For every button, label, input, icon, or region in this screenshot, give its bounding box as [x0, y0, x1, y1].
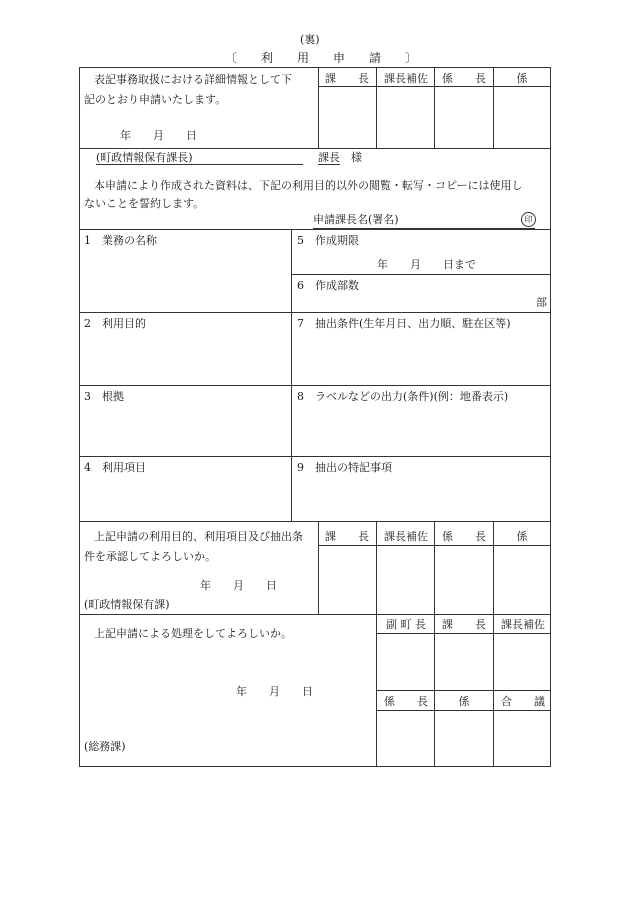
bottom-consultation: 合 議	[501, 695, 545, 708]
copies-unit: 部	[536, 296, 547, 309]
approval-text-line2: 件を承認してよろしいか。	[84, 550, 216, 563]
request-text-line2: 記のとおり申請いたします。	[84, 93, 227, 106]
form-title: 〔 利 用 申 請 〕	[225, 51, 418, 65]
item-basis: 3 根拠	[84, 390, 124, 403]
processing-text: 上記申請による処理をしてよろしいか。	[94, 627, 292, 640]
mid-approver-staff: 係	[516, 530, 528, 543]
approval-dept: (町政情報保有課)	[84, 598, 170, 611]
bottom-vice-mayor: 副 町 長	[386, 618, 426, 631]
request-text-line1: 表記事務取扱における詳細情報として下	[94, 73, 292, 86]
bottom-subchief: 係 長	[384, 695, 428, 708]
approval-date: 年 月 日	[200, 579, 277, 592]
top-approver-subchief: 係 長	[442, 72, 486, 85]
seal-mark: 印	[521, 212, 536, 227]
top-approver-chief: 課 長	[325, 72, 369, 85]
request-date: 年 月 日	[120, 129, 197, 142]
reverse-side-label: (裏)	[300, 33, 320, 46]
bottom-staff: 係	[458, 695, 470, 708]
chief-label: 課長	[318, 151, 340, 164]
item-fields: 4 利用項目	[84, 461, 146, 474]
bottom-deputy: 課長補佐	[501, 618, 545, 631]
item-purpose: 2 利用目的	[84, 317, 146, 330]
item-business-name: 1 業務の名称	[84, 234, 157, 247]
processing-date: 年 月 日	[236, 685, 313, 698]
item-copies: 6 作成部数	[297, 279, 359, 292]
top-approver-deputy: 課長補佐	[384, 72, 428, 85]
mid-approver-chief: 課 長	[325, 530, 369, 543]
oath-line2: ないことを誓約します。	[84, 197, 205, 210]
top-approver-staff: 係	[516, 72, 528, 85]
applicant-signature-label: 申請課長名(署名)	[313, 213, 399, 226]
approval-text-line1: 上記申請の利用目的、利用項目及び抽出条	[94, 530, 303, 543]
mid-approver-deputy: 課長補佐	[384, 530, 428, 543]
general-affairs-dept: (総務課)	[84, 740, 126, 753]
item-special-notes: 9 抽出の特記事項	[297, 461, 392, 474]
deadline-date: 年 月 日まで	[377, 258, 476, 271]
item-label-output: 8 ラベルなどの出力(条件)(例：地番表示)	[297, 390, 509, 403]
item-extract-conditions: 7 抽出条件(生年月日、出力順、駐在区等)	[297, 317, 511, 330]
oath-line1: 本申請により作成された資料は、下記の利用目的以外の閲覧・転写・コピーには使用し	[94, 179, 523, 192]
info-holder-chief: (町政情報保有課長)	[96, 151, 303, 165]
honorific: 様	[351, 151, 362, 164]
mid-approver-subchief: 係 長	[442, 530, 486, 543]
form-frame	[79, 67, 551, 767]
bottom-chief: 課 長	[442, 618, 486, 631]
item-deadline: 5 作成期限	[297, 234, 359, 247]
